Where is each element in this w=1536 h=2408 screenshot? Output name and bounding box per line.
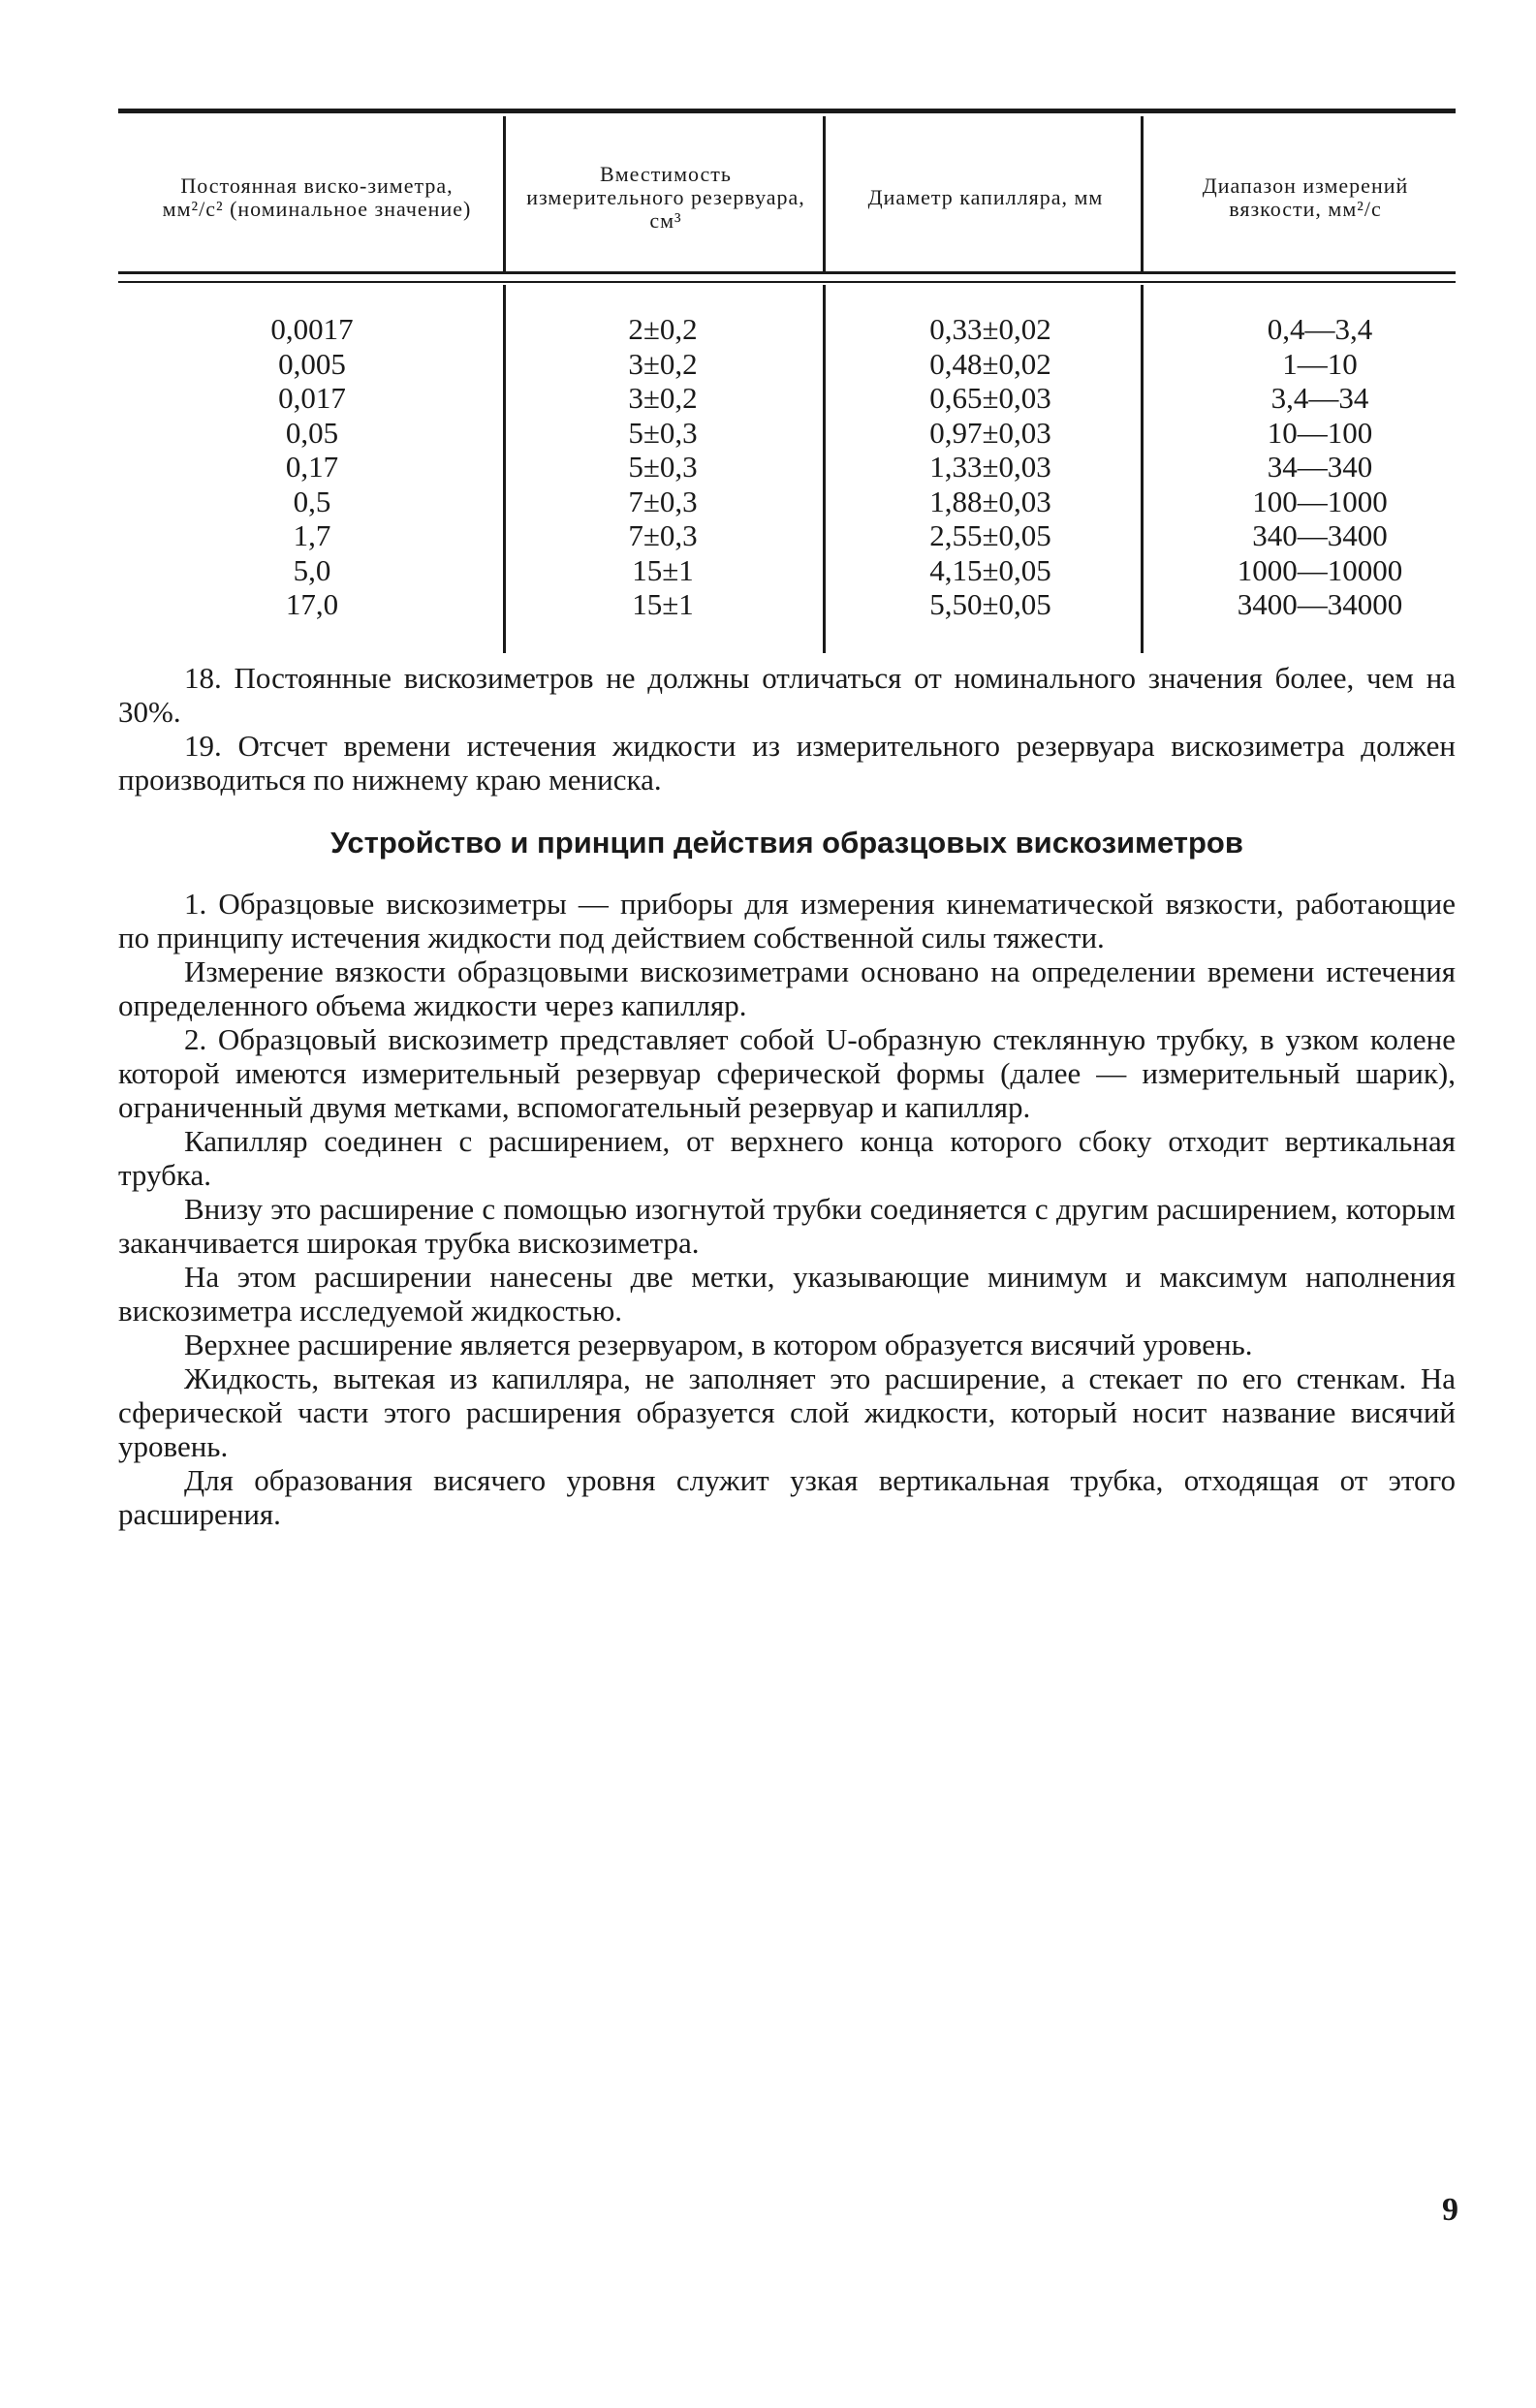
table-cell: 7±0,3 (628, 518, 698, 552)
specs-table (118, 109, 1456, 653)
header-capillary-diameter: Диаметр капилляра, мм (867, 185, 1104, 209)
table-cell: 3±0,2 (628, 381, 698, 415)
table-cell: 0,4—3,4 (1267, 312, 1373, 346)
table-cell: 340—3400 (1252, 518, 1388, 552)
table-cell: 0,33±0,02 (929, 312, 1051, 346)
table-cell: 5±0,3 (628, 415, 698, 450)
table-divider (503, 116, 506, 271)
header-viscosity-range: Диапазон измерений вязкости, мм²/с (1202, 173, 1409, 221)
table-cell: 1,7 (293, 518, 331, 552)
table-cell: 100—1000 (1252, 484, 1388, 518)
item-18: 18. Постоянные вискозиметров не должны отличаться от номинального значения более, чем на 30%. (118, 661, 1456, 729)
table-cell: 1—10 (1282, 346, 1358, 381)
table-divider (1141, 285, 1144, 653)
table-cell: 0,05 (285, 415, 339, 450)
table-cell: 3400—34000 (1237, 587, 1403, 621)
page-number: 9 (1442, 2192, 1458, 2228)
table-cell: 10—100 (1267, 415, 1373, 450)
table-cell: 2,55±0,05 (929, 518, 1051, 552)
table-cell: 0,48±0,02 (929, 346, 1051, 381)
column-constant (215, 312, 409, 622)
paragraph: 2. Образцовый вискозиметр представляет собой U-образную стеклянную трубку, в узком колене которой имеются измерительный резервуар сферической формы (далее — измерительный шарик), ограниченный двумя метками, вспомогательный резервуар и капилляр. (118, 1022, 1456, 1124)
paragraph: На этом расширении нанесены две метки, указывающие минимум и максимум наполнения вискозиметра исследуемой жидкостью. (118, 1260, 1456, 1328)
item-19: 19. Отсчет времени истечения жидкости из измерительного резервуара вискозиметра должен производиться по нижнему краю мениска. (118, 729, 1456, 797)
table-top-rule (118, 109, 1456, 113)
paragraph: Жидкость, вытекая из капилляра, не заполняет это расширение, а стекает по его стенкам. На сферической части этого расширения образуется слой жидкости, который носит название висячий уровень. (118, 1361, 1456, 1463)
table-cell: 3±0,2 (628, 346, 698, 381)
paragraph: Внизу это расширение с помощью изогнутой трубки соединяется с другим расширением, которым заканчивается широкая трубка вискозиметра. (118, 1192, 1456, 1260)
table-cell: 4,15±0,05 (929, 552, 1051, 587)
table-divider (823, 116, 826, 271)
table-header-rule (118, 271, 1456, 274)
table-cell: 1000—10000 (1237, 552, 1403, 587)
table-cell: 15±1 (632, 552, 694, 587)
section-body (118, 887, 1456, 1531)
table-cell: 1,33±0,03 (929, 450, 1051, 484)
table-cell: 5,0 (293, 552, 331, 587)
table-header-rule-2 (118, 281, 1456, 283)
table-divider (1141, 116, 1144, 271)
section-heading: Устройство и принцип действия образцовых вискозиметров (330, 826, 1243, 860)
table-cell: 0,65±0,03 (929, 381, 1051, 415)
table-cell: 0,017 (278, 381, 346, 415)
table-cell: 0,17 (285, 450, 339, 484)
paragraph: Верхнее расширение является резервуаром, в котором образуется висячий уровень. (184, 1328, 1253, 1361)
column-capacity (566, 312, 760, 622)
table-cell: 1,88±0,03 (929, 484, 1051, 518)
paragraph: 1. Образцовые вискозиметры — приборы для измерения кинематической вязкости, работающие по принципу истечения жидкости под действием собственной силы тяжести. (118, 887, 1456, 954)
table-cell: 0,005 (278, 346, 346, 381)
table-cell: 15±1 (632, 587, 694, 621)
paragraph: Капилляр соединен с расширением, от верхнего конца которого сбоку отходит вертикальная трубка. (118, 1124, 1456, 1192)
table-divider (503, 285, 506, 653)
table-cell: 0,97±0,03 (929, 415, 1051, 450)
header-reservoir-capacity: Вместимость измерительного резервуара, см³ (526, 162, 805, 233)
numbered-items (118, 661, 1456, 797)
column-diameter (864, 312, 1116, 622)
table-cell: 5,50±0,05 (929, 587, 1051, 621)
paragraph: Для образования висячего уровня служит узкая вертикальная трубка, отходящая от этого расширения. (118, 1463, 1456, 1531)
table-divider (823, 285, 826, 653)
header-viscometer-constant: Постоянная виско-зиметра, мм²/с² (номинальное значение) (162, 173, 472, 221)
table-cell: 5±0,3 (628, 450, 698, 484)
paragraph: Измерение вязкости образцовыми вискозиметрами основано на определении времени истечения определенного объема жидкости через капилляр. (118, 954, 1456, 1022)
table-cell: 2±0,2 (628, 312, 698, 346)
table-cell: 17,0 (285, 587, 339, 621)
table-cell: 3,4—34 (1270, 381, 1369, 415)
table-cell: 0,0017 (270, 312, 354, 346)
table-cell: 0,5 (293, 484, 331, 518)
table-cell: 7±0,3 (628, 484, 698, 518)
table-cell: 34—340 (1267, 450, 1373, 484)
column-range (1194, 312, 1446, 622)
